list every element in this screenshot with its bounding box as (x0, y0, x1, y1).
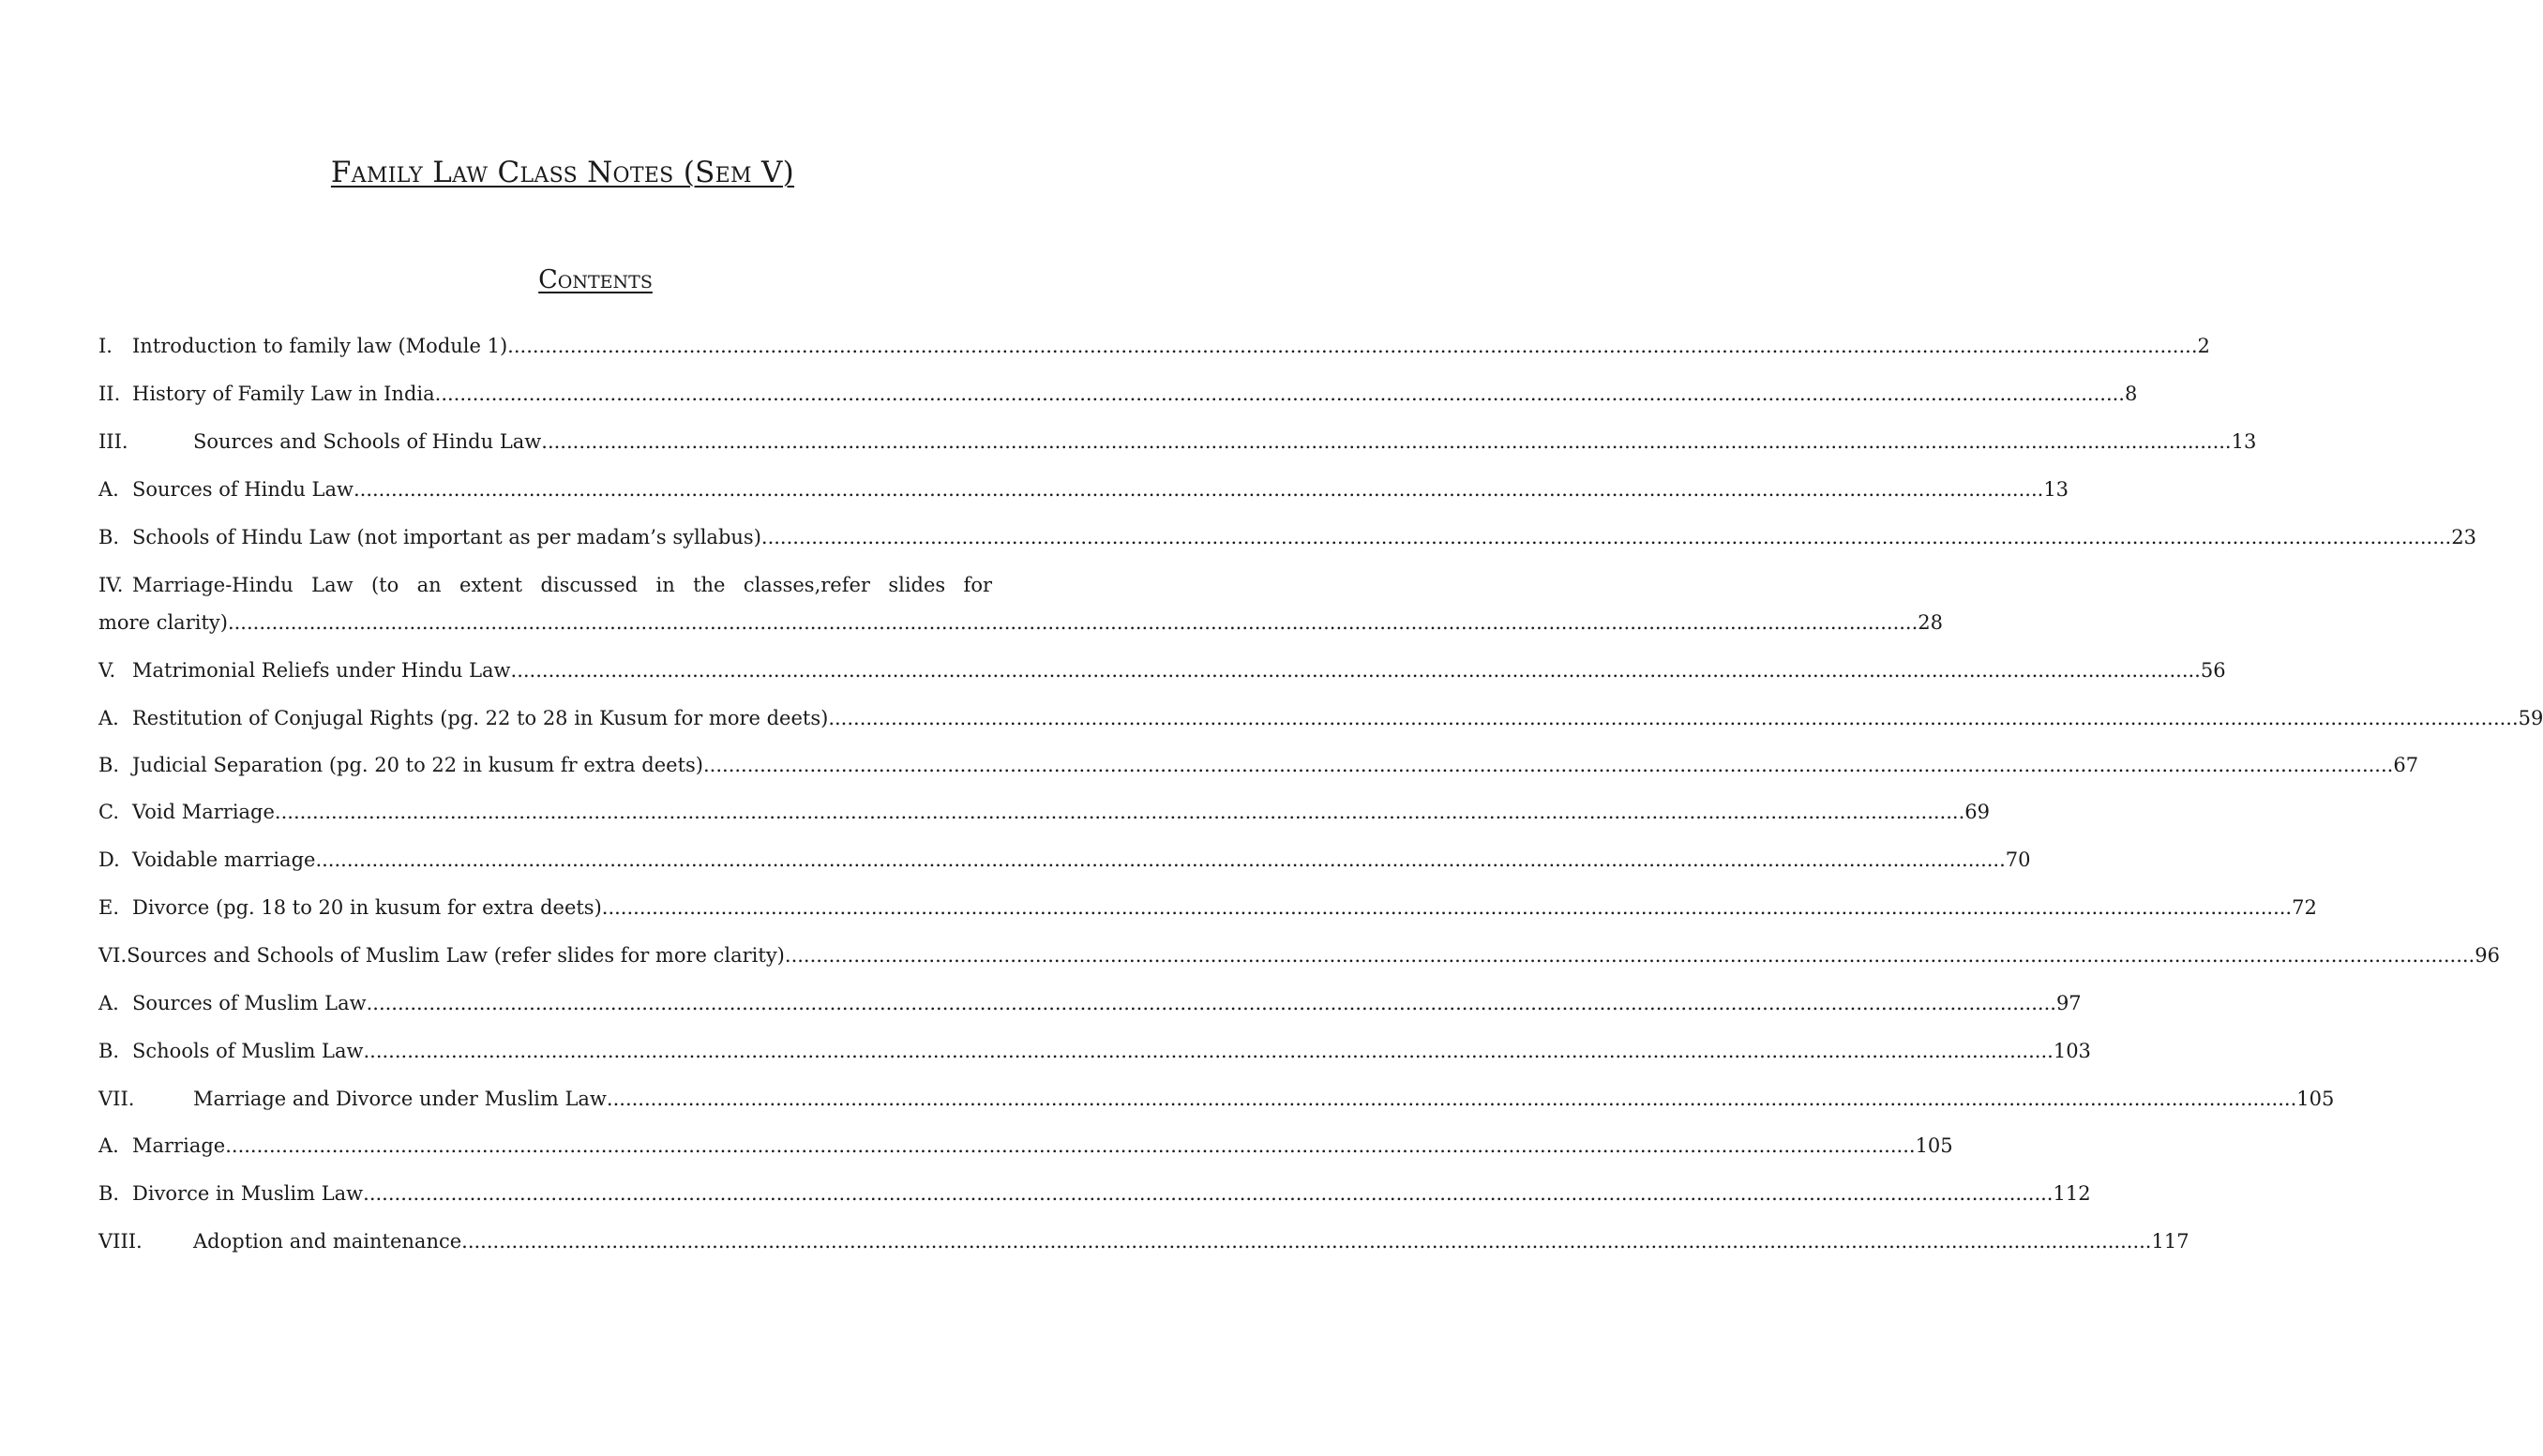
toc-entry-page: 59 (2518, 707, 2543, 729)
toc-leader-dots (315, 846, 2005, 874)
toc-leader-dots (354, 475, 2043, 503)
toc-entry-label: Schools of Hindu Law (not important as per madam’s syllabus) (132, 526, 761, 548)
toc-leader-dots (703, 751, 2393, 779)
toc-leader-dots (363, 1179, 2053, 1208)
toc-entry[interactable] (98, 332, 2210, 360)
toc-leader-dots (363, 1037, 2053, 1065)
toc-leader-dots (367, 989, 2056, 1017)
toc-entry-label: Marriage-Hindu Law (to an extent discussed in the classes,refer slides for (132, 574, 992, 596)
toc-entry[interactable] (98, 941, 2500, 969)
toc-entry-label: Schools of Muslim Law (132, 1040, 364, 1062)
toc-entry-label: Divorce (pg. 18 to 20 in kusum for extra deets) (132, 896, 602, 919)
toc-entry-label: Sources and Schools of Hindu Law (193, 430, 542, 453)
toc-entry-number: B. (98, 1182, 120, 1205)
toc-entry-number: II. (98, 383, 121, 405)
toc-leader-dots (511, 656, 2201, 684)
toc-entry[interactable] (98, 571, 992, 599)
toc-leader-dots (461, 1227, 2151, 1255)
toc-entry-number: A. (98, 478, 119, 501)
toc-entry-number: IV. (98, 574, 124, 596)
toc-entry-number: VII. (98, 1088, 135, 1110)
toc-entry-label: Divorce in Muslim Law (132, 1182, 364, 1205)
toc-entry[interactable] (98, 656, 2226, 684)
toc-entry-page: 96 (2475, 944, 2500, 967)
toc-entry[interactable] (98, 1085, 2335, 1113)
toc-leader-dots (828, 704, 2518, 732)
toc-leader-dots (761, 523, 2451, 551)
toc-entry-label: Void Marriage (132, 801, 275, 823)
toc-entry-number: D. (98, 848, 120, 871)
toc-entry-number: A. (98, 1134, 119, 1157)
toc-entry-label: Sources of Muslim Law (132, 992, 367, 1014)
toc-entry-label: Restitution of Conjugal Rights (pg. 22 to 28 in Kusum for more deets) (132, 707, 829, 729)
toc-leader-dots (607, 1085, 2296, 1113)
toc-entry-page: 69 (1964, 801, 1990, 823)
contents-heading: Contents (538, 265, 653, 294)
toc-entry-page: 70 (2005, 848, 2031, 871)
toc-leader-dots (785, 941, 2475, 969)
toc-entry-label: Sources and Schools of Muslim Law (refer slides for more clarity) (127, 944, 785, 967)
toc-entry-page: 103 (2053, 1040, 2091, 1062)
toc-entry-page: 13 (2043, 478, 2069, 501)
toc-subentry[interactable] (98, 1179, 2091, 1208)
toc-entry-page: 2 (2197, 335, 2210, 357)
toc-entry-number: B. (98, 1040, 120, 1062)
toc-leader-dots (541, 428, 2231, 456)
toc-entry-label: Adoption and maintenance (193, 1230, 462, 1253)
toc-leader-dots (435, 380, 2125, 408)
toc-entry-number: A. (98, 707, 119, 729)
toc-entry-label-continued: more clarity) (98, 611, 228, 634)
toc-subentry[interactable] (98, 798, 1990, 826)
toc-entry-number: B. (98, 754, 120, 776)
toc-subentry[interactable] (98, 751, 2419, 779)
toc-subentry[interactable] (98, 893, 2317, 922)
toc-entry-number: V. (98, 659, 116, 682)
toc-entry-label: Sources of Hindu Law (132, 478, 354, 501)
toc-entry-label: Marriage (132, 1134, 226, 1157)
toc-entry-number: VIII. (98, 1230, 143, 1253)
toc-subentry[interactable] (98, 523, 2476, 551)
toc-subentry[interactable] (98, 475, 2069, 503)
toc-entry-page: 112 (2053, 1182, 2091, 1205)
toc-leader-dots (507, 332, 2197, 360)
toc-entry-number: A. (98, 992, 119, 1014)
toc-entry-number: C. (98, 801, 119, 823)
toc-entry-label: History of Family Law in India (132, 383, 435, 405)
toc-entry-label: Marriage and Divorce under Muslim Law (193, 1088, 607, 1110)
toc-entry-page: 97 (2055, 992, 2082, 1014)
toc-entry-page: 56 (2200, 659, 2226, 682)
toc-entry-page: 67 (2393, 754, 2419, 776)
toc-entry-number: E. (98, 896, 120, 919)
table-of-contents (98, 0, 2543, 1456)
toc-entry[interactable] (98, 380, 2138, 408)
toc-subentry[interactable] (98, 1132, 1953, 1160)
toc-subentry[interactable] (98, 846, 2031, 874)
toc-entry-page: 23 (2451, 526, 2476, 548)
toc-subentry[interactable] (98, 704, 2543, 732)
toc-leader-dots (228, 608, 1918, 637)
toc-subentry[interactable] (98, 1037, 2091, 1065)
toc-entry-label: Matrimonial Reliefs under Hindu Law (132, 659, 511, 682)
toc-entry-continuation[interactable] (98, 608, 1944, 637)
toc-entry-page: 13 (2231, 430, 2257, 453)
toc-leader-dots (275, 798, 1964, 826)
toc-entry[interactable] (98, 1227, 2189, 1255)
toc-entry-page: 105 (1915, 1134, 1953, 1157)
toc-entry-page: 28 (1918, 611, 1944, 634)
document-title: Family Law Class Notes (Sem V) (330, 156, 795, 189)
toc-entry-page: 117 (2151, 1230, 2189, 1253)
toc-leader-dots (602, 893, 2292, 922)
toc-entry-number: I. (98, 335, 113, 357)
toc-subentry[interactable] (98, 989, 2082, 1017)
toc-entry-label: Judicial Separation (pg. 20 to 22 in kusum fr extra deets) (132, 754, 703, 776)
toc-entry[interactable] (98, 428, 2257, 456)
toc-leader-dots (225, 1132, 1915, 1160)
toc-entry-label: Voidable marriage (132, 848, 316, 871)
toc-entry-page: 8 (2124, 383, 2138, 405)
toc-entry-number: VI. (98, 944, 128, 967)
toc-entry-page: 105 (2296, 1088, 2335, 1110)
toc-entry-label: Introduction to family law (Module 1) (132, 335, 508, 357)
toc-entry-page: 72 (2292, 896, 2317, 919)
toc-entry-number: III. (98, 430, 128, 453)
toc-entry-number: B. (98, 526, 120, 548)
